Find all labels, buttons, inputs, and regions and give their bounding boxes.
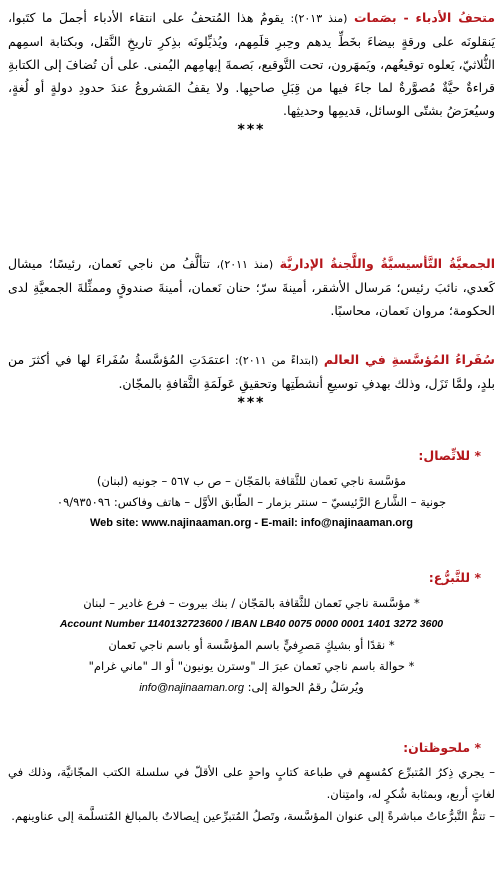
- ambassadors-section: [8, 348, 495, 411]
- donation-heading: * للتَّبرُّع:: [428, 570, 481, 585]
- museum-section: [8, 6, 495, 138]
- ambassadors-title: سُفَراءُ المُؤسَّسةِ في العالم: [323, 352, 495, 367]
- committee-title: الجمعيَّةُ التَّأسيسيَّةُ واللَّجنةُ الإداريَّة: [279, 256, 495, 271]
- donation-account: Account Number 1140132723600 / IBAN LB40 0075 0000 0001 1401 3272 3600: [59, 618, 444, 630]
- donation-transfer: * حوالة باسم ناجي نَعمان عبرَ الـ "وسترن يونيون" أو الـ "ماني غرام": [88, 659, 415, 673]
- donation-send: [8, 677, 495, 699]
- note-2: – تتمُّ التَّبرُّعاتُ مباشرةً إلى عنوان المؤسَّسة، وتَصلُ المُتبرِّعين إيصالاتٌ بالمبالغ المُتسلَّمة إلى عناوينهم.: [11, 809, 495, 823]
- committee-paragraph: [8, 252, 495, 322]
- committee-section: [8, 252, 495, 322]
- contact-location: جونية – الشَّارع الرَّئيسيّ – سنتر بزمار – الطّابق الأوَّل – هاتف وفاكس: ٠٩/٩٣٥٠٩٦: [56, 495, 447, 509]
- notes-heading: * ملحوظتان:: [403, 740, 481, 755]
- contact-heading: * للاتِّصال:: [418, 448, 481, 463]
- ambassadors-text: اعتمَدَتِ المُؤسَّسةُ سُفَراءَ لها في أكثرَ من بلدٍ، ولمَّا تَزَل، وذلك بهدفِ توسيعِ أنشطَتِها وتحقيقِ عَولَمَةِ الثَّقافةِ بالمجّان.: [8, 352, 495, 391]
- section-divider: ***: [237, 395, 266, 411]
- committee-text: تتألَّفُ من ناجي نَعمان، رئيسًا؛ ميشال كَعدي، نائبَ رئيس؛ مَرسال الأشقر، أمينةَ سرّ؛ حنان نَعمان، أمينةَ صندوقٍ وممثِّلةَ الجمعيَّةِ لدى الحكومة؛ مروان نَعمان، محاسبًا.: [8, 256, 495, 318]
- contact-web[interactable]: Web site: www.najinaaman.org - E-mail: info@najinaaman.org: [89, 517, 414, 529]
- contact-address: مؤسَّسة ناجي نَعمان للثَّقافة بالمَجّان – ص ب ٥٦٧ – جونيه (لبنان): [96, 474, 407, 488]
- museum-since: (منذ ٢٠١٣):: [290, 12, 348, 25]
- notes-section: [8, 740, 495, 827]
- museum-title: متحفُ الأدباء - بصَمات: [353, 10, 495, 25]
- note-1: – يجري ذِكرُ المُتبرِّع كمُسهِم في طباعة كتابٍ واحدٍ على الأقلّ في سلسلة الكتب المجّانيَّة، وذلك في لغاتٍ أربع، وبمثابة شُكرٍ له، وامتِنان.: [8, 765, 495, 801]
- contact-section: [8, 448, 495, 534]
- donation-send-label: ويُرسَلُ رقمُ الحوالة إلى:: [247, 680, 364, 694]
- committee-since: (منذ ٢٠١١)،: [216, 258, 274, 271]
- donation-email[interactable]: info@najinaaman.org: [139, 682, 244, 694]
- ambassadors-paragraph: [8, 348, 495, 395]
- section-divider: ***: [237, 122, 266, 138]
- ambassadors-since: (ابتداءً من ٢٠١١):: [234, 354, 319, 367]
- donation-section: [8, 570, 495, 699]
- donation-cash: * نقدًا أو بشيكٍ مَصرِفيٍّ باسم المؤسَّسة أو باسم ناجي نَعمان: [108, 638, 395, 652]
- donation-bank: * مؤسَّسة ناجي نَعمان للثَّقافة بالمَجّان / بنك بيروت – فرع غادير – لبنان: [83, 596, 420, 610]
- museum-text: يقومُ هذا المُتحفُ على انتقاء الأدباء أجملَ ما كتَبوا، يَنقلونَه على ورقةٍ بيضاءَ بخَطِّ يدهم وحِبرِ قلَمِهم، ويُذيِّلونَه بذِكرِ تاريخِ النَّقل، وبكتابة اسمِهم الثُّلاثيّ، يَعلوه توقيعُهم، ويَمهَرون، تحت التَّوقيع، بَصمةَ إبهامِهم اليُمنى. على أن تُضافَ إلى الكتابةِ قراءةٌ حيَّةٌ مُصوَّرةٌ لما جاءَ فيها من قِبَلِ صاحبِها. ولا يقفُ المَشروعُ عندَ حدودِ دولةٍ أو لُغةٍ، وسيُعرَضُ بشتّى الوسائل، قديمِها وحديثِها.: [8, 10, 495, 118]
- museum-paragraph: [8, 6, 495, 122]
